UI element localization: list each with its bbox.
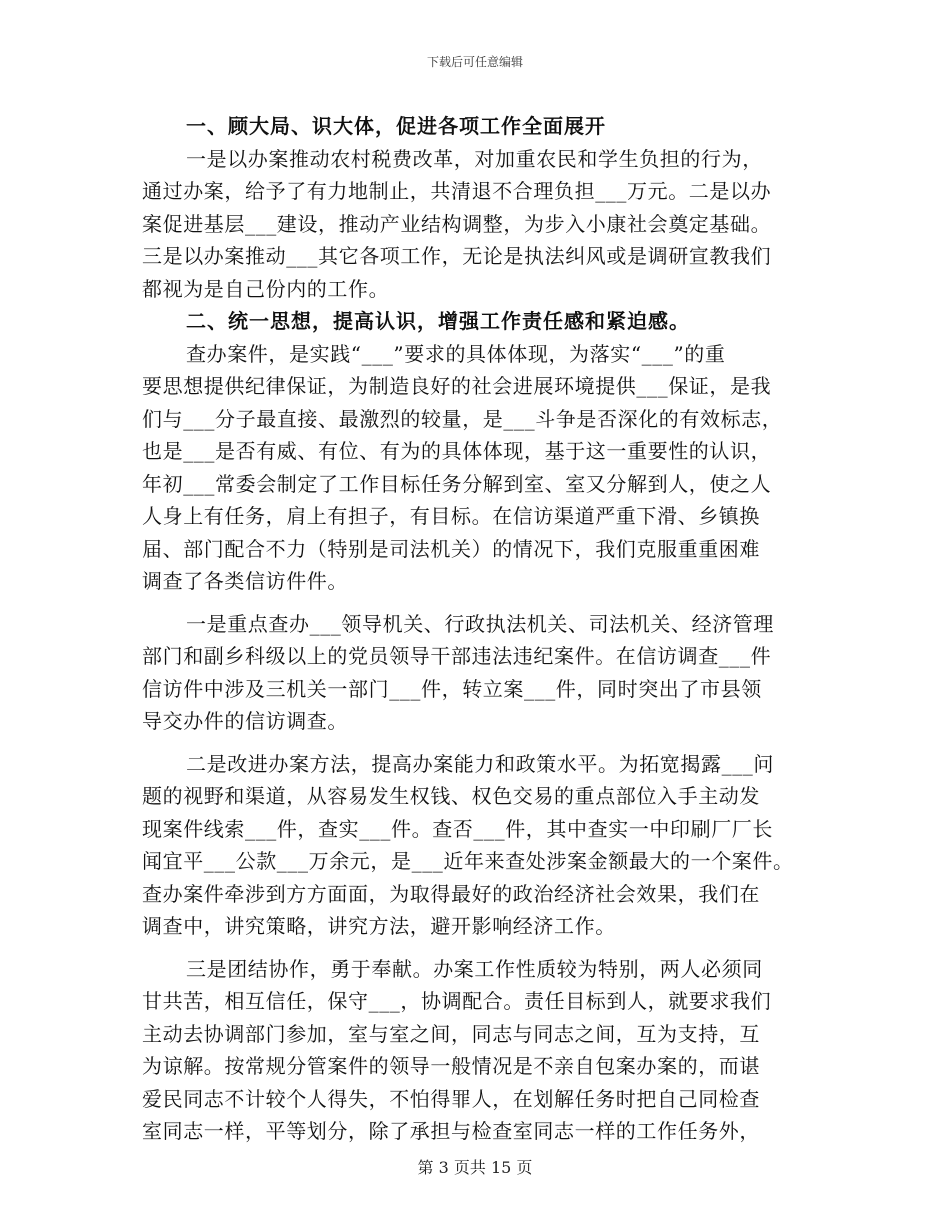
page-header: 下载后可任意编辑 <box>426 55 523 69</box>
paragraph-spacer <box>142 943 818 953</box>
paragraph-line: 甘共苦，相互信任，保守___，协调配合。责任目标到人，就要求我们 <box>142 989 772 1013</box>
paragraph-line: 年初___常委会制定了工作目标任务分解到室、室又分解到人，使之人 <box>142 471 772 496</box>
paragraph-line: 查办案件，是实践“___”要求的具体体现，为落实“___”的重 <box>186 341 726 366</box>
section-heading-1: 一、顾大局、识大体，促进各项工作全面展开 <box>186 114 606 138</box>
paragraph-line: 信访件中涉及三机关一部门___件，转立案___件，同时突出了市县领 <box>142 676 762 701</box>
paragraph-line: 闻宜平___公款___万余元，是___近年来查处涉案金额最大的一个案件。 <box>142 849 794 873</box>
paragraph-line: 查办案件牵涉到方方面面，为取得最好的政治经济社会效果，我们在 <box>142 881 760 906</box>
paragraph-line: 一是以办案推动农村税费改革，对加重农民和学生负担的行为， <box>186 146 763 171</box>
paragraph-line: 调查了各类信访件件。 <box>142 569 348 593</box>
paragraph-line: 案促进基层___建设，推动产业结构调整，为步入小康社会奠定基础。 <box>142 211 772 236</box>
paragraph-line: 一是重点查办___领导机关、行政执法机关、司法机关、经济管理 <box>186 611 774 636</box>
page-footer: 第 3 页共 15 页 <box>417 1158 533 1177</box>
paragraph-line: 题的视野和渠道，从容易发生权钱、权色交易的重点部位入手主动发 <box>142 784 760 808</box>
document-body <box>142 110 818 1148</box>
paragraph-line: 也是___是否有威、有位、有为的具体体现，基于这一重要性的认识， <box>142 439 772 463</box>
paragraph-spacer <box>142 738 818 748</box>
paragraph-line: 三是团结协作，勇于奉献。办案工作性质较为特别，两人必须同 <box>186 956 763 981</box>
paragraph-line: 届、部门配合不力（特别是司法机关）的情况下，我们克服重重困难 <box>142 536 760 561</box>
paragraph-line: 要思想提供纪律保证，为制造良好的社会进展环境提供___保证，是我 <box>142 374 772 398</box>
paragraph-line: 主动去协调部门参加，室与室之间，同志与同志之间，互为支持，互 <box>142 1021 760 1046</box>
paragraph-line: 室同志一样，平等划分，除了承担与检查室同志一样的工作任务外， <box>142 1119 760 1143</box>
paragraph-line: 爱民同志不计较个人得失，不怕得罪人，在划解任务时把自己同检查 <box>142 1086 760 1111</box>
paragraph-line: 人身上有任务，肩上有担子，有目标。在信访渠道严重下滑、乡镇换 <box>142 504 760 528</box>
paragraph-line: 三是以办案推动___其它各项工作，无论是执法纠风或是调研宣教我们 <box>142 244 772 268</box>
paragraph-line: 现案件线索___件，查实___件。查否___件，其中查实一中印刷厂厂长 <box>142 816 773 841</box>
paragraph-line: 都视为是自己份内的工作。 <box>142 276 390 301</box>
paragraph-spacer <box>142 598 818 608</box>
paragraph-line: 二是改进办案方法，提高办案能力和政策水平。为拓宽揭露___问 <box>186 751 774 776</box>
paragraph-line: 导交办件的信访调查。 <box>142 709 348 733</box>
paragraph-line: 为谅解。按常规分管案件的领导一般情况是不亲自包案办案的，而谌 <box>142 1054 760 1078</box>
paragraph-line: 通过办案，给予了有力地制止，共清退不合理负担___万元。二是以办 <box>142 179 772 203</box>
paragraph-line: 调查中，讲究策略，讲究方法，避开影响经济工作。 <box>142 914 616 938</box>
paragraph-line: 们与___分子最直接、最激烈的较量，是___斗争是否深化的有效标志， <box>142 406 783 431</box>
paragraph-line: 部门和副乡科级以上的党员领导干部违法违纪案件。在信访调查___件 <box>142 644 772 668</box>
section-heading-2: 二、统一思想，提高认识，增强工作责任感和紧迫感。 <box>186 309 690 333</box>
